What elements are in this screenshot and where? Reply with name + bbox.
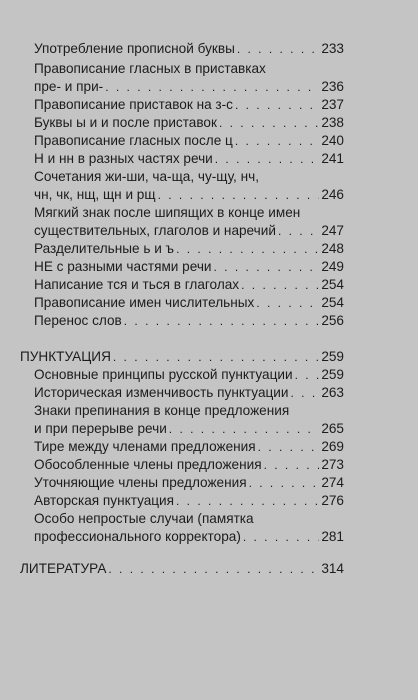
toc-entry-title-line: Историческая изменчивость пунктуации <box>34 385 289 400</box>
toc-entry <box>34 60 344 96</box>
toc-page-number: 241 <box>321 151 344 166</box>
toc-section-entry <box>20 560 344 578</box>
toc-entry <box>34 114 344 132</box>
toc-entry-row <box>34 40 344 58</box>
toc-entry-row <box>34 258 344 276</box>
toc-entry <box>34 294 344 312</box>
toc-entry-row <box>34 528 344 546</box>
toc-entry-title-line: Буквы ы и и после приставок <box>34 115 217 130</box>
toc-entry-title-line: Особо непростые случаи (памятка <box>34 511 254 526</box>
toc-entry <box>34 258 344 276</box>
toc-entry-title-line: Перенос слов <box>34 313 122 328</box>
toc-entry <box>34 240 344 258</box>
dot-leader <box>258 438 320 456</box>
toc-entry-title-line: Знаки препинания в конце предложения <box>34 403 290 418</box>
toc-page-number: 259 <box>321 367 344 382</box>
toc-entry-row <box>34 78 344 96</box>
toc-page-number: 238 <box>321 115 344 130</box>
toc-entry-row <box>34 312 344 330</box>
toc-page-number: 237 <box>321 97 344 112</box>
dot-leader <box>219 114 319 132</box>
dot-leader <box>241 276 319 294</box>
toc-entry-title-line: Правописание гласных после ц <box>34 133 233 148</box>
toc-entry-title-line: Написание тся и ться в глаголах <box>34 277 240 292</box>
toc-entry-row <box>34 114 344 132</box>
toc-page-number: 263 <box>321 385 344 400</box>
toc-entry <box>34 40 344 58</box>
toc-page-number: 256 <box>321 313 344 328</box>
toc-entry-title-line: ЛИТЕРАТУРА <box>20 561 107 576</box>
toc-page-number: 254 <box>321 277 344 292</box>
toc-entry-row <box>34 276 344 294</box>
dot-leader <box>295 366 320 384</box>
toc-entry-row <box>34 474 344 492</box>
toc-entry-row <box>34 150 344 168</box>
dot-leader <box>278 222 319 240</box>
toc-entry <box>34 132 344 150</box>
dot-leader <box>291 384 320 402</box>
toc-page-number: 248 <box>321 241 344 256</box>
toc-entry-title-line: Авторская пунктуация <box>34 493 175 508</box>
toc-page-number: 247 <box>321 223 344 238</box>
dot-leader <box>176 240 319 258</box>
dot-leader <box>158 186 320 204</box>
toc-entry-row <box>34 96 344 114</box>
toc-page-number: 249 <box>321 259 344 274</box>
dot-leader <box>124 312 320 330</box>
toc-entry <box>34 204 344 240</box>
dot-leader <box>108 560 319 578</box>
toc-entry <box>34 150 344 168</box>
dot-leader <box>113 348 319 366</box>
toc-entry-row <box>34 240 344 258</box>
toc-section-entry <box>20 348 344 366</box>
toc-entry <box>34 510 344 546</box>
toc-entry-title-line: Сочетания жи-ши, ча-ща, чу-щу, нч, <box>34 169 259 184</box>
toc-page-number: 246 <box>321 187 344 202</box>
toc-entry-title-line: Разделительные ь и ъ <box>34 241 175 256</box>
toc-entry <box>34 312 344 330</box>
dot-leader <box>215 150 320 168</box>
toc-entry-row <box>34 294 344 312</box>
toc-page-number: 254 <box>321 295 344 310</box>
toc-entry-title-line: Правописание гласных в приставках <box>34 61 266 76</box>
toc-entry-title-line: и при перерыве речи <box>34 421 167 436</box>
toc-entry-title-line: НЕ с разными частями речи <box>34 259 212 274</box>
dot-leader <box>214 258 320 276</box>
dot-leader <box>176 492 319 510</box>
toc-entry <box>34 384 344 402</box>
toc-entry-title-line: чн, чк, нщ, щн и рщ <box>34 187 156 202</box>
toc-entry-row <box>34 186 344 204</box>
toc-entry-title-line: Правописание имен числительных <box>34 295 255 310</box>
dot-leader <box>235 132 319 150</box>
toc-entry <box>34 276 344 294</box>
toc-page-number: 259 <box>321 349 344 364</box>
toc-entry-title-line: Тире между членами предложения <box>34 439 256 454</box>
toc-entry <box>34 492 344 510</box>
toc-entry-title-line: профессионального корректора) <box>34 529 241 544</box>
toc-entry-row <box>34 366 344 384</box>
toc-entry <box>34 402 344 438</box>
toc-entry <box>34 438 344 456</box>
toc-entry-row <box>34 438 344 456</box>
toc-entry-title-line: Употребление прописной буквы <box>34 41 235 56</box>
toc-entry-title-line: Н и нн в разных частях речи <box>34 151 213 166</box>
toc-page-number: 240 <box>321 133 344 148</box>
toc-entry-row <box>20 560 344 578</box>
toc-entry-title-line: Уточняющие члены предложения <box>34 475 247 490</box>
toc-entry-row <box>20 348 344 366</box>
toc-entry-title-line: Обособленные члены предложения <box>34 457 262 472</box>
toc-page-number: 236 <box>321 79 344 94</box>
toc-entry-title-line: Правописание приставок на з-с <box>34 97 233 112</box>
toc-entry-title-line: существительных, глаголов и наречий <box>34 223 276 238</box>
toc-entry-title-line: Мягкий знак после шипящих в конце имен <box>34 205 301 220</box>
toc-entry-row <box>34 456 344 474</box>
toc-entry <box>34 456 344 474</box>
toc-entry-title-line: Основные принципы русской пунктуации <box>34 367 293 382</box>
dot-leader <box>256 294 319 312</box>
toc-entry-row <box>34 420 344 438</box>
toc-entry-row <box>34 222 344 240</box>
dot-leader <box>264 456 320 474</box>
dot-leader <box>105 78 319 96</box>
dot-leader <box>235 96 319 114</box>
toc-entry-title-line: пре- и при- <box>34 79 104 94</box>
toc-page-number: 276 <box>321 493 344 508</box>
toc-page-number: 314 <box>321 561 344 576</box>
dot-leader <box>169 420 320 438</box>
dot-leader <box>237 40 319 58</box>
toc-page-number: 273 <box>321 457 344 472</box>
toc-entry <box>34 474 344 492</box>
dot-leader <box>249 474 320 492</box>
toc-page-number: 265 <box>321 421 344 436</box>
toc-page-number: 274 <box>321 475 344 490</box>
toc-entry <box>34 96 344 114</box>
dot-leader <box>243 528 319 546</box>
toc-page-number: 281 <box>321 529 344 544</box>
toc-entry-title-line: ПУНКТУАЦИЯ <box>20 349 111 364</box>
toc-entry <box>34 366 344 384</box>
toc-entry-row <box>34 132 344 150</box>
toc-entry <box>34 168 344 204</box>
toc-page-number: 269 <box>321 439 344 454</box>
toc-page-number: 233 <box>321 41 344 56</box>
toc-entry-row <box>34 384 344 402</box>
toc-entry-row <box>34 492 344 510</box>
